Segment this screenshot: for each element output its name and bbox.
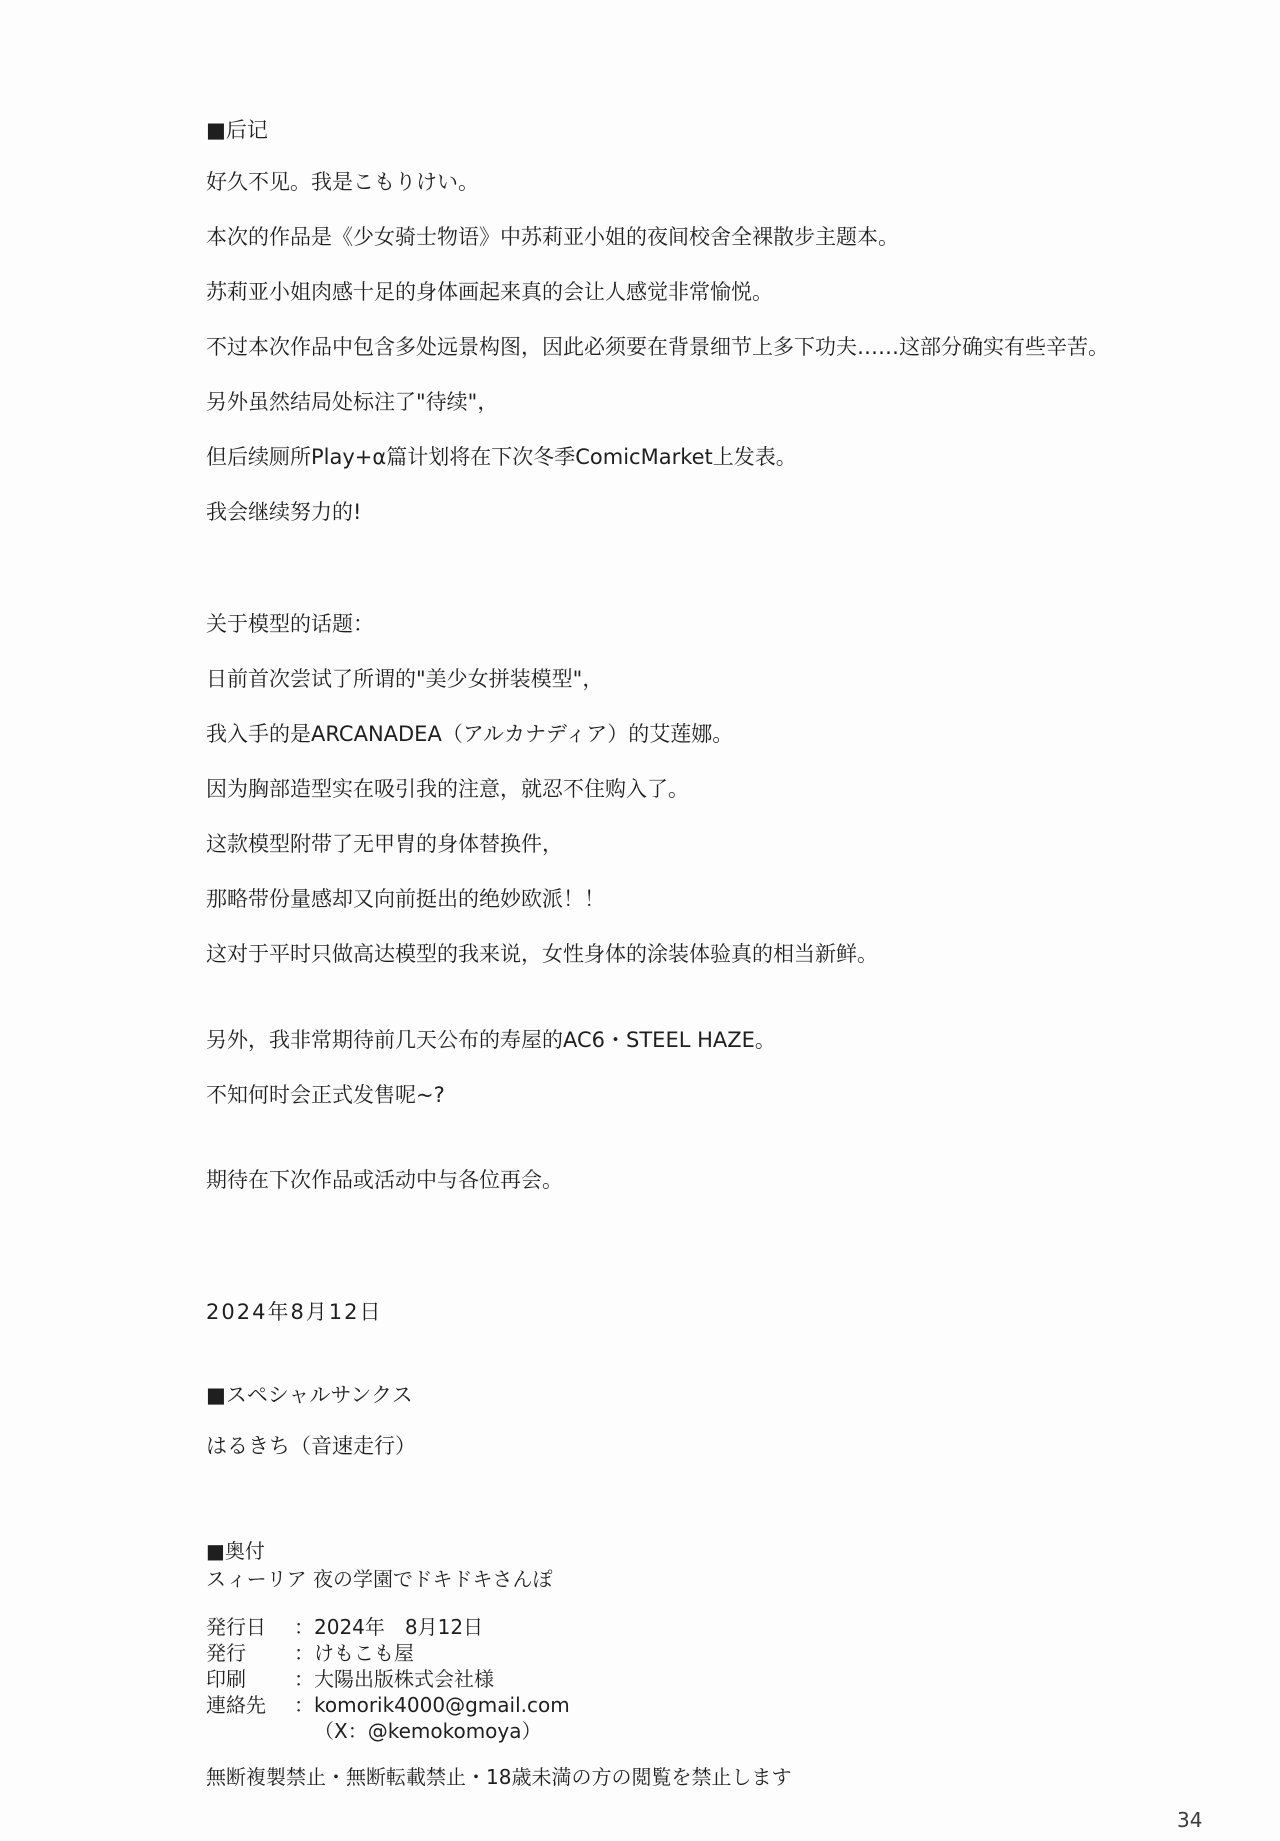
afterword-paragraph: 苏莉亚小姐肉感十足的身体画起来真的会让人感觉非常愉悦。 (206, 280, 773, 304)
colophon-row-publisher (206, 1640, 1280, 1666)
colophon-row-publish-date (206, 1614, 1280, 1640)
contact-email: komorik4000@gmail.com (314, 1693, 570, 1717)
book-title: スィーリア 夜の学園でドキドキさんぽ (206, 1567, 553, 1591)
colophon-row-contact (206, 1692, 1280, 1718)
afterword-paragraph: 这对于平时只做高达模型的我来说，女性身体的涂装体验真的相当新鲜。 (206, 942, 878, 966)
colophon (206, 1537, 1280, 1791)
afterword-paragraph: 好久不见。我是こもりけい。 (206, 170, 479, 194)
contact-x-handle: （X：@kemokomoya） (314, 1719, 542, 1743)
colophon-value: 2024年 8月12日 (314, 1615, 484, 1639)
colophon-separator: ： (294, 1615, 314, 1639)
afterword-paragraph: 另外虽然结局处标注了"待续"， (206, 390, 499, 414)
afterword-paragraph: 因为胸部造型实在吸引我的注意，就忍不住购入了。 (206, 777, 689, 801)
afterword-heading: ■后记 (206, 118, 268, 142)
colophon-separator: ： (294, 1667, 314, 1691)
colophon-row-printer (206, 1666, 1280, 1692)
colophon-disclaimer: 無断複製禁止・無断転載禁止・18歳未満の方の閲覧を禁止します (206, 1765, 792, 1789)
special-thanks-name: はるきち（音速走行） (206, 1434, 416, 1458)
afterword-paragraph: 日前首次尝试了所谓的"美少女拼装模型"， (206, 667, 604, 691)
colophon-value: けもこも屋 (314, 1641, 414, 1665)
colophon-label: 印刷 (206, 1667, 246, 1691)
afterword-paragraph: 不过本次作品中包含多处远景构图，因此必须要在背景细节上多下功夫……这部分确实有些辛苦。 (206, 335, 1109, 359)
colophon-value: 大陽出版株式会社様 (314, 1667, 494, 1691)
page-content (206, 0, 1280, 1811)
afterword-paragraph: 另外，我非常期待前几天公布的寿屋的AC6・STEEL HAZE。 (206, 1028, 776, 1052)
special-thanks-heading: ■スペシャルサンクス (206, 1383, 413, 1407)
afterword-paragraph: 不知何时会正式发售呢~? (206, 1083, 445, 1107)
afterword-paragraph: 我会继续努力的! (206, 500, 362, 524)
afterword-date: 2024年8月12日 (206, 1300, 383, 1324)
colophon-label: 発行日 (206, 1615, 266, 1639)
afterword-paragraph: 我入手的是ARCANADEA（アルカナディア）的艾莲娜。 (206, 722, 734, 746)
colophon-separator: ： (294, 1693, 314, 1717)
page-number: 34 (1177, 1808, 1203, 1832)
model-topic-heading: 关于模型的话题： (206, 612, 374, 636)
afterword-paragraph: 但后续厕所Play+α篇计划将在下次冬季ComicMarket上发表。 (206, 445, 797, 469)
colophon-rows (206, 1614, 1280, 1744)
afterword-paragraph: 那略带份量感却又向前挺出的绝妙欧派！！ (206, 887, 605, 911)
colophon-separator: ： (294, 1641, 314, 1665)
colophon-label: 発行 (206, 1641, 246, 1665)
afterword-paragraph: 这款模型附带了无甲胄的身体替换件， (206, 832, 563, 856)
afterword-paragraph: 本次的作品是《少女骑士物语》中苏莉亚小姐的夜间校舍全裸散步主题本。 (206, 225, 899, 249)
colophon-heading: ■奥付 (206, 1539, 265, 1563)
afterword-paragraph: 期待在下次作品或活动中与各位再会。 (206, 1168, 563, 1192)
colophon-label: 連絡先 (206, 1693, 266, 1717)
